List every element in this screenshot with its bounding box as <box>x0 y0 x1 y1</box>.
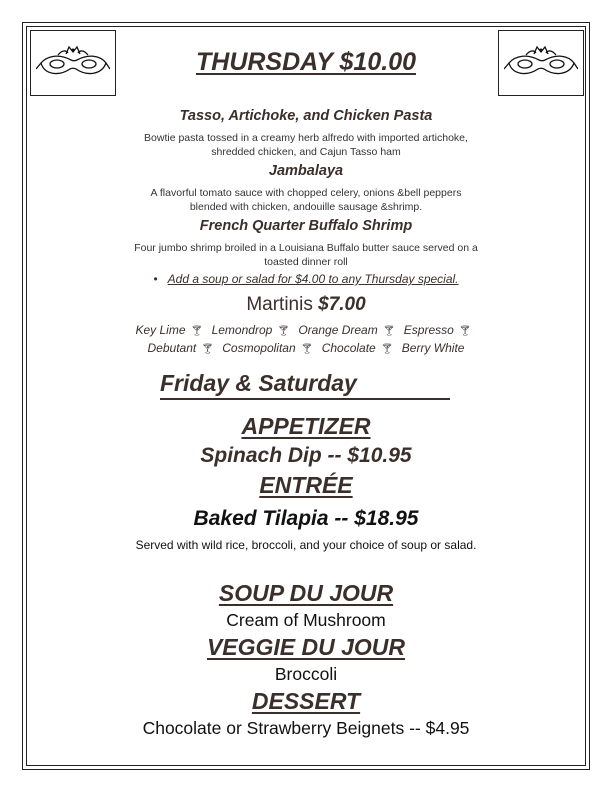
weekend-title: Friday & Saturday <box>160 370 357 396</box>
martinis-price: $7.00 <box>318 294 366 315</box>
martini-flavor: Espresso <box>403 323 454 337</box>
martini-glass-icon: 🍸︎ <box>277 326 290 337</box>
appetizer-heading: APPETIZER <box>241 413 371 439</box>
martini-flavor: Debutant <box>147 341 197 355</box>
martinis-heading <box>0 294 612 316</box>
addon-note <box>0 272 612 286</box>
bullet-icon: • <box>153 272 158 286</box>
thursday-title: THURSDAY $10.00 <box>196 48 416 76</box>
martini-flavors-row <box>0 341 612 355</box>
dish-description: Four jumbo shrimp broiled in a Louisiana Buffalo butter sauce served on a <box>134 242 478 254</box>
martini-flavor: Key Lime <box>135 323 186 337</box>
martini-glass-icon: 🍸︎ <box>380 344 394 355</box>
appetizer-item: Spinach Dip -- $10.95 <box>200 444 412 467</box>
entree-heading: ENTRÉE <box>259 472 353 498</box>
soup-item: Cream of Mushroom <box>226 610 386 630</box>
martini-flavor: Berry White <box>401 341 465 355</box>
dessert-heading: DESSERT <box>251 688 361 714</box>
soup-heading: SOUP DU JOUR <box>218 580 394 606</box>
dish-description: toasted dinner roll <box>264 256 348 268</box>
dish-name: Tasso, Artichoke, and Chicken Pasta <box>179 108 433 124</box>
martini-glass-icon: 🍸︎ <box>458 326 472 337</box>
entree-item: Baked Tilapia -- $18.95 <box>193 507 419 530</box>
martini-glass-icon: 🍸︎ <box>201 344 214 355</box>
dish-description: shredded chicken, and Cajun Tasso ham <box>211 146 401 158</box>
martini-flavor: Orange Dream <box>298 323 378 337</box>
martini-flavor: Lemondrop <box>211 323 273 337</box>
dessert-item: Chocolate or Strawberry Beignets -- $4.95 <box>142 718 470 738</box>
veggie-item: Broccoli <box>274 664 338 684</box>
martini-glass-icon: 🍸︎ <box>190 326 204 337</box>
weekend-underline <box>160 398 450 400</box>
veggie-heading: VEGGIE DU JOUR <box>206 634 406 660</box>
martini-flavor: Chocolate <box>321 341 376 355</box>
dish-description: A flavorful tomato sauce with chopped celery, onions &bell peppers <box>150 187 462 199</box>
martini-glass-icon: 🍸︎ <box>382 326 396 337</box>
dish-name: Jambalaya <box>268 163 344 179</box>
dish-description: Bowtie pasta tossed in a creamy herb alfredo with imported artichoke, <box>144 132 468 144</box>
dish-description: blended with chicken, andouille sausage &shrimp. <box>189 201 423 213</box>
martinis-label: Martinis <box>246 294 313 315</box>
martini-flavor: Cosmopolitan <box>222 341 296 355</box>
entree-description: Served with wild rice, broccoli, and your choice of soup or salad. <box>135 538 477 552</box>
addon-text: Add a soup or salad for $4.00 to any Thursday special. <box>167 272 459 286</box>
martini-glass-icon: 🍸︎ <box>300 344 314 355</box>
dish-name: French Quarter Buffalo Shrimp <box>199 218 413 234</box>
martini-flavors-row <box>0 323 612 337</box>
